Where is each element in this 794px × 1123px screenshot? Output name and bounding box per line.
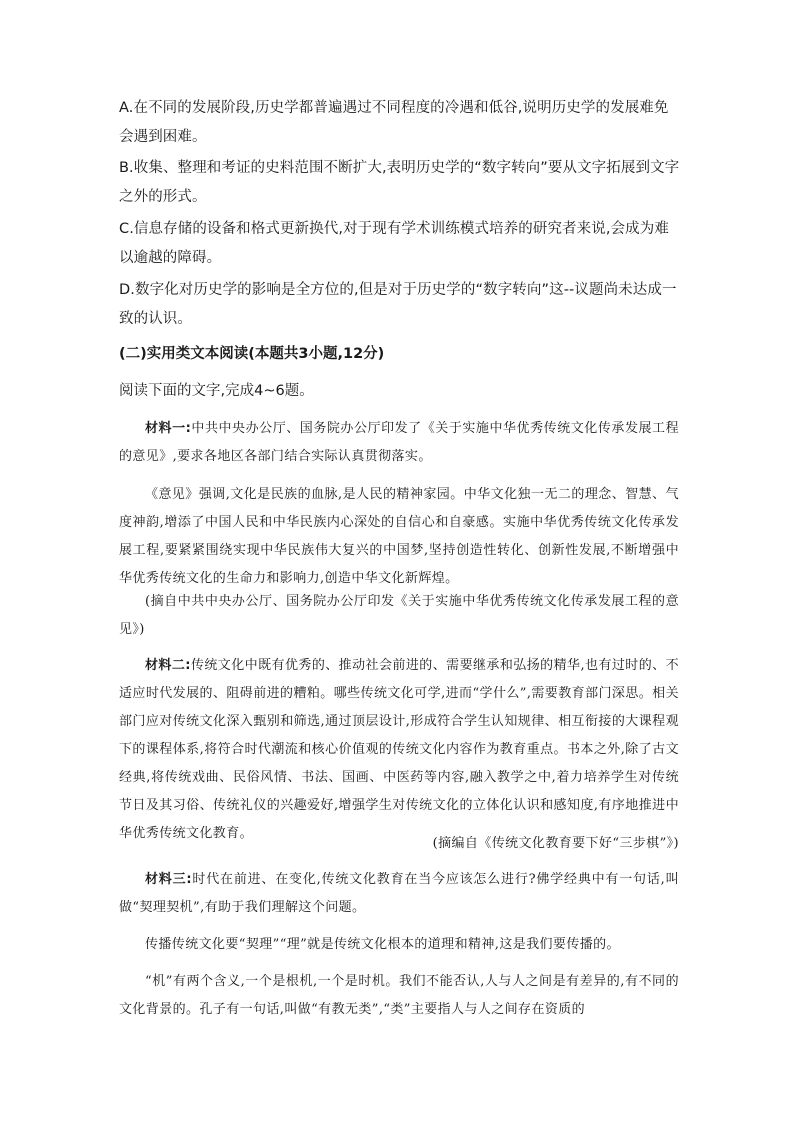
option-d: D.数字化对历史学的影响是全方位的,但是对于历史学的“数字转向”这--议题尚未达成一致的认识。 [119,282,677,327]
material-2-source: (摘编自《传统文化教育要下好“三步棋”》) [432,836,679,851]
material-2-text: 传统文化中既有优秀的、推动社会前进的、需要继承和弘扬的精华,也有过时的、不适应时代发展的、阻碍前进的糟粕。哪些传统文化可学,进而“学什么”,需要教育部门深思。相关部门应对传统文化深入甄别和筛选,通过顶层设计,形成符合学生认知规律、相互衔接的大课程观下的课程体系,将符合时代潮流和核心价值观的传统文化内容作为教育重点。书本之外,除了古文经典,将传统戏曲、民俗风情、书法、国画、中医药等内容,融入教学之中,着力培养学生对传统节日及其习俗、传统礼仪的兴趣爱好,增强学生对传统文化的立体化认识和感知度,有序地推进中华优秀传统文化教育。 [119,658,679,841]
material-1-text: 中共中央办公厅、国务院办公厅印发了《关于实施中华优秀传统文化传承发展工程的意见》,要求各地区各部门结合实际认真贯彻落实。 [119,421,679,464]
section-instruction: 阅读下面的文字,完成4~6题。 [119,383,314,399]
material-1-label: 材料一: [145,421,192,436]
material-3-intro [119,866,679,922]
material-3-paragraph-2: 传播传统文化要“契理”“理”就是传统文化根本的道理和精神,这是我们要传播的。 [145,937,620,952]
material-1-source: (摘自中共中央办公厅、国务院办公厅印发《关于实施中华优秀传统文化传承发展工程的意见》) [119,594,679,637]
section-heading: (二)实用类文本阅读(本题共3小题,12分) [119,346,385,362]
material-2-label: 材料二: [145,658,191,673]
material-2-body [119,652,679,848]
material-3-label: 材料三: [145,872,193,887]
material-3-paragraph-3: “机”有两个含义,一个是根机,一个是时机。我们不能否认,人与人之间是有差异的,有不同的文化背景的。孔子有一句话,叫做“有教无类”,“类”主要指人与人之间存在资质的 [119,974,679,1017]
option-c: C.信息存储的设备和格式更新换代,对于现有学术训练模式培养的研究者来说,会成为难以逾越的障碍。 [119,221,669,266]
option-b: B.收集、整理和考证的史料范围不断扩大,表明历史学的“数字转向”要从文字拓展到文字之外的形式。 [119,160,680,205]
material-1-intro [119,415,679,471]
material-1-body: 《意见》强调,文化是民族的血脉,是人民的精神家园。中华文化独一无二的理念、智慧、气度神韵,增添了中国人民和中华民族内心深处的自信心和自豪感。实施中华优秀传统文化传承发展工程,要紧紧围绕实现中华民族伟大复兴的中国梦,坚持创造性转化、创新性发展,不断增强中华优秀传统文化的生命力和影响力,创造中华文化新辉煌。 [119,487,679,586]
material-3-text: 时代在前进、在变化,传统文化教育在当今应该怎么进行?佛学经典中有一句话,叫做“契理契机”,有助于我们理解这个问题。 [119,872,679,915]
option-a: A.在不同的发展阶段,历史学都普遍遇过不同程度的冷遇和低谷,说明历史学的发展难免会遇到困难。 [119,100,669,145]
